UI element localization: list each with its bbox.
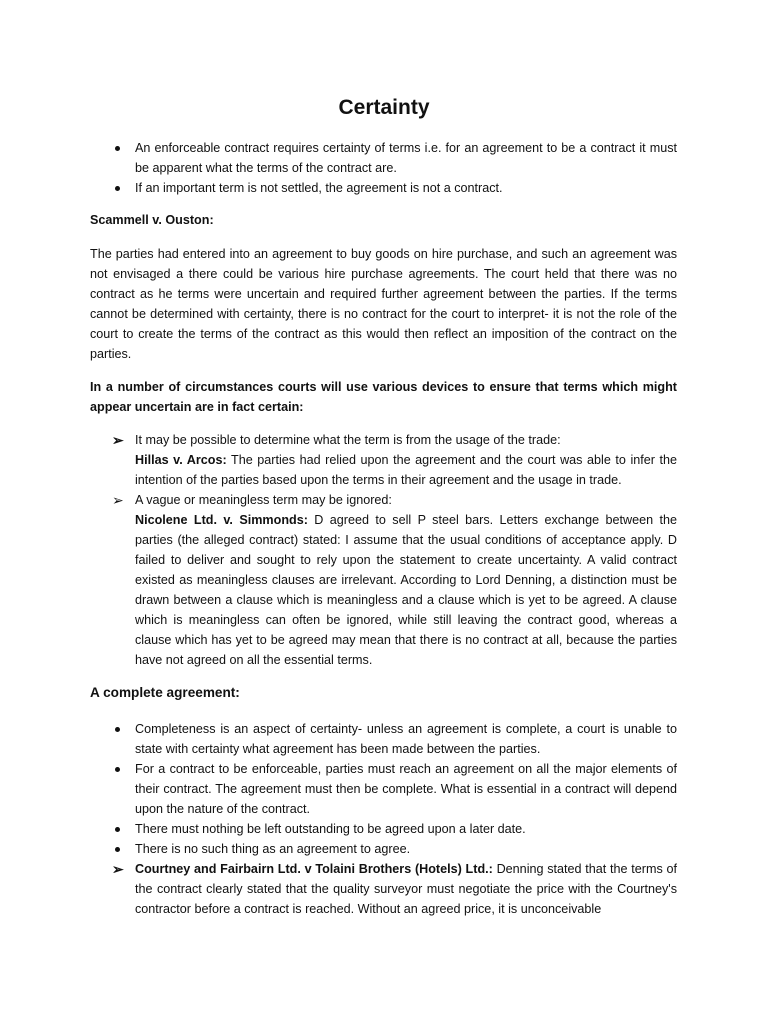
list-item-text: There is no such thing as an agreement to agree. [135,842,411,856]
case-text: D agreed to sell P steel bars. Letters exchange between the parties (the alleged contract) stated: I assume that the usual conditions of acceptance apply. D failed to deliver and sought to rely upon the statement to create uncertainty. A valid contract existed as meaningless clauses are irrelevant. According to Lord Denning, a distinction must be drawn between a clause which is meaningless and a clause which is yet to be agreed. A clause which is meaningless can often be ignored, while still leaving the contract good, whereas a clause which has yet to be agreed may mean that there is no contract at all, because the parties have not agreed on all the essential terms. [135,513,677,667]
device-lead: A vague or meaningless term may be ignored: [135,493,392,507]
case-text: The parties had relied upon the agreement and the court was able to infer the intention of the parties based upon the terms in their agreement and the usage in trade. [135,453,677,487]
list-item-text: An enforceable contract requires certainty of terms i.e. for an agreement to be a contract it must be apparent what the terms of the contract are. [135,141,677,175]
case-name: Courtney and Fairbairn Ltd. v Tolaini Brothers (Hotels) Ltd.: [135,862,493,876]
case-text: Denning stated that the terms of the contract clearly stated that the quality surveyor must negotiate the price with the Courtney's contractor before a contract is reached. Without an agreed price, it is unconceivable [135,862,678,916]
arrow-bullet-icon: ➢ [112,861,124,877]
list-item [90,719,677,759]
arrow-bullet-icon: ➢ [112,432,124,448]
case-heading: Scammell v. Ouston: [90,213,214,227]
section-heading: In a number of circumstances courts will use various devices to ensure that terms which might appear uncertain are in fact certain: [90,380,677,414]
arrow-bullet-icon: ➢ [112,492,124,508]
case-paragraph: The parties had entered into an agreement to buy goods on hire purchase, and such an agreement was not envisaged a there could be various hire purchase agreements. The court held that there was no contract as he terms were uncertain and required further agreement between the parties. If the terms cannot be determined with certainty, there is no contract for the court to interpret- it is not the role of the court to create the terms of the contract as this would then reflect an imposition of the contract on the parties. [90,247,677,361]
list-item [90,819,677,839]
list-item-text: Completeness is an aspect of certainty- unless an agreement is complete, a court is unable to state with certainty what agreement has been made between the parties. [135,722,677,756]
case-name: Hillas v. Arcos: [135,453,227,467]
list-item [90,430,677,490]
list-item [90,490,677,670]
device-lead: It may be possible to determine what the term is from the usage of the trade: [135,433,561,447]
case-name: Nicolene Ltd. v. Simmonds: [135,513,308,527]
complete-bullet-list [90,719,677,919]
list-item-text: For a contract to be enforceable, parties must reach an agreement on all the major elements of their contract. The agreement must then be complete. What is essential in a contract will depend upon the nature of the contract. [135,762,677,816]
section-heading: A complete agreement: [90,685,240,700]
list-item [90,138,677,178]
list-item-text: If an important term is not settled, the agreement is not a contract. [135,181,503,195]
devices-list [90,430,677,670]
list-item [90,178,677,198]
intro-bullet-list [90,138,677,198]
list-item [90,759,677,819]
list-item [90,859,677,919]
list-item [90,839,677,859]
page-title: Certainty [338,96,430,119]
list-item-text: There must nothing be left outstanding to be agreed upon a later date. [135,822,526,836]
